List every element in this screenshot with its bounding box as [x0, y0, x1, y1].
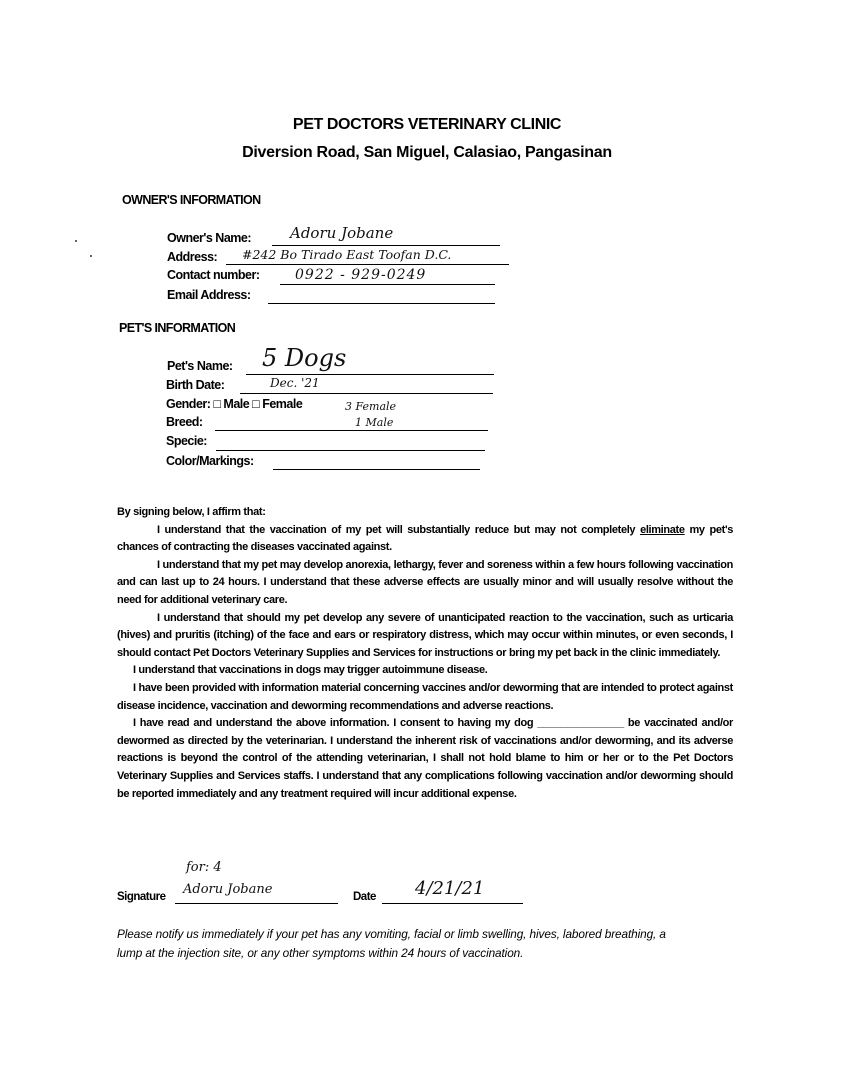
breed-handwritten-note: 1 Male — [355, 416, 394, 429]
address-handwritten: #242 Bo Tirado East Toofan D.C. — [242, 247, 452, 262]
address-line — [226, 264, 509, 265]
pet-name-line — [246, 374, 494, 375]
color-markings-label: Color/Markings: — [166, 454, 254, 468]
specie-line — [216, 450, 485, 451]
affirmation-block — [117, 504, 733, 803]
owner-name-label: Owner's Name: — [167, 231, 252, 245]
contact-label: Contact number: — [167, 268, 260, 282]
clinic-name: PET DOCTORS VETERINARY CLINIC — [292, 116, 562, 133]
birth-date-line — [240, 393, 493, 394]
color-markings-line — [273, 469, 480, 470]
scan-speck — [90, 255, 92, 257]
birth-date-handwritten: Dec. '21 — [270, 376, 320, 390]
clinic-address: Diversion Road, San Miguel, Calasiao, Pangasinan — [242, 144, 612, 161]
email-label: Email Address: — [167, 288, 251, 302]
signature-handwritten: Adoru Jobane — [183, 882, 273, 897]
affirmation-paragraph — [117, 522, 733, 557]
date-line — [382, 903, 523, 904]
affirmation-text: be vaccinated and/or dewormed as directed by the veterinarian. I understand the inherent risk of vaccinations and/or deworming, and its adverse reactions is beyond the control of the attending veterinarian, I shall not hold blame to him or her or to the Pet Doctors Veterinary Supplies and Services staffs. I understand that any complications following vaccination and/or deworming should be reported immediately and any treatment required will incur additional expense. — [117, 717, 733, 800]
footer-note: Please notify us immediately if your pet has any vomiting, facial or limb swelling, hives, labored breathing, a lump at the injection site, or any other symptoms within 24 hours of vaccination. — [117, 927, 666, 960]
breed-line — [215, 430, 488, 431]
pet-section-title: PET'S INFORMATION — [119, 321, 236, 335]
signature-label: Signature — [117, 891, 166, 903]
affirmation-paragraph: I understand that my pet may develop anorexia, lethargy, fever and soreness within a few hours following vaccination and can last up to 24 hours. I understand that these adverse effects are usually minor and will usually resolve without the need for additional veterinary care. — [117, 558, 733, 606]
email-line — [268, 303, 495, 304]
address-label: Address: — [167, 250, 218, 264]
gender-label: Gender: □ Male □ Female — [166, 397, 303, 411]
affirmation-body — [117, 522, 733, 804]
owner-section-title: OWNER'S INFORMATION — [122, 193, 261, 207]
pet-name-label: Pet's Name: — [167, 359, 233, 373]
dog-name-blank: _______________ — [537, 717, 624, 730]
owner-name-handwritten: Adoru Jobane — [290, 224, 394, 242]
affirmation-heading: By signing below, I affirm that: — [117, 506, 266, 518]
affirmation-paragraph: I understand that vaccinations in dogs may trigger autoimmune disease. — [133, 664, 488, 677]
specie-label: Specie: — [166, 434, 207, 448]
affirmation-text: my pet's chances of contracting the diseases vaccinated against. — [117, 523, 733, 554]
date-label: Date — [353, 891, 376, 903]
affirmation-paragraph — [117, 715, 733, 803]
signature-annotation: for: 4 — [186, 860, 222, 875]
pet-name-handwritten: 5 Dogs — [262, 344, 347, 372]
owner-name-line — [272, 245, 500, 246]
date-handwritten: 4/21/21 — [415, 878, 485, 899]
gender-handwritten-note: 3 Female — [345, 400, 397, 413]
affirmation-paragraph: I have been provided with information material concerning vaccines and/or deworming that are intended to protect against disease incidence, vaccination and deworming recommendations and adverse reactions. — [117, 681, 733, 712]
underlined-word: eliminate — [640, 523, 685, 536]
scan-speck — [75, 240, 77, 242]
affirmation-paragraph: I understand that should my pet develop any severe of unanticipated reaction to the vaccination, such as urticaria (hives) and pruritis (itching) of the face and ears or respiratory distress, which may occur within minutes, or even seconds, I should contact Pet Doctors Veterinary Supplies and Services for instructions or bring my pet back in the clinic immediately. — [117, 611, 733, 659]
birth-date-label: Birth Date: — [166, 378, 225, 392]
contact-handwritten: 0922 - 929-0249 — [295, 267, 427, 283]
affirmation-text: I understand that the vaccination of my pet will substantially reduce but may not completely — [157, 523, 636, 536]
affirmation-text: I have read and understand the above information. I consent to having my dog — [133, 717, 534, 730]
signature-line — [175, 903, 338, 904]
contact-line — [280, 284, 495, 285]
breed-label: Breed: — [166, 415, 203, 429]
